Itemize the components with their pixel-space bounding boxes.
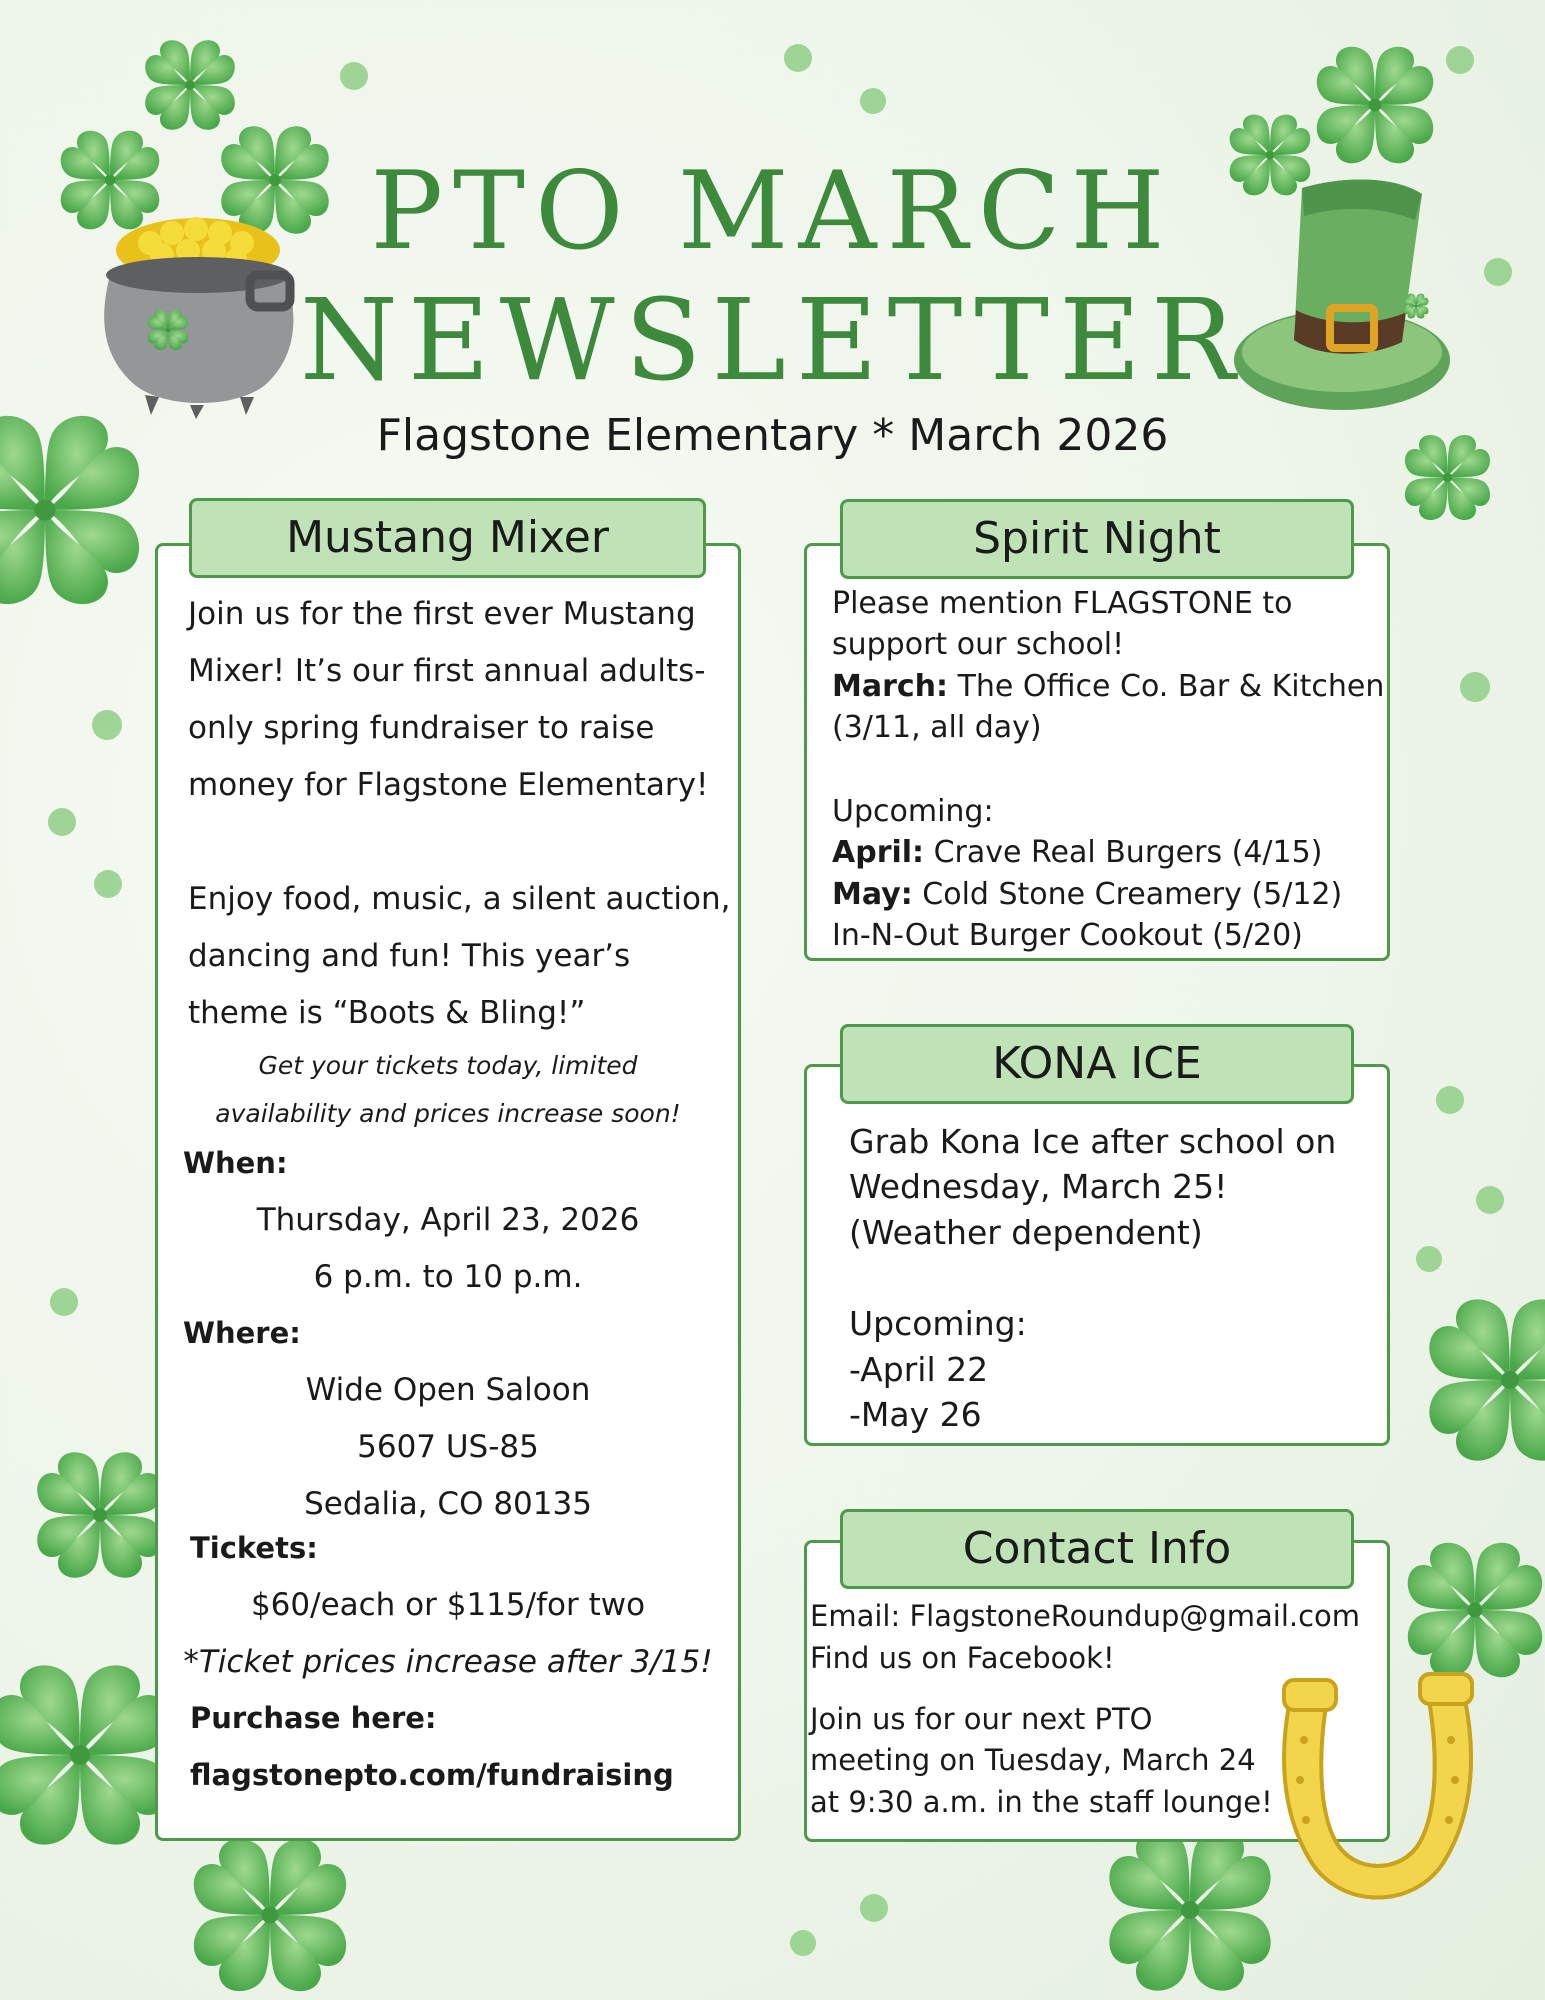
contact-meeting-line: at 9:30 a.m. in the staff lounge! xyxy=(810,1785,1273,1819)
decor-dot xyxy=(860,1894,888,1922)
decor-dot xyxy=(340,62,368,90)
spirit-night-heading: Spirit Night xyxy=(840,499,1354,579)
shamrock-icon xyxy=(1420,1290,1545,1470)
mixer-tickets-label: Tickets: xyxy=(190,1531,318,1565)
spirit-march-text: The Office Co. Bar & Kitchen xyxy=(957,669,1385,704)
spirit-april-text: Crave Real Burgers (4/15) xyxy=(933,835,1323,870)
mixer-when-time: 6 p.m. to 10 p.m. xyxy=(313,1259,583,1295)
kona-date: -April 22 xyxy=(849,1350,989,1389)
decor-dot xyxy=(860,88,886,114)
spirit-intro-line: Please mention FLAGSTONE to xyxy=(832,586,1293,621)
spirit-upcoming-label: Upcoming: xyxy=(832,794,994,829)
decor-dot xyxy=(1460,672,1490,702)
mixer-when-label: When: xyxy=(183,1146,288,1180)
newsletter-title-line1: PTO MARCH xyxy=(370,149,1175,274)
mustang-mixer-heading: Mustang Mixer xyxy=(189,498,706,578)
mixer-tickets-increase: *Ticket prices increase after 3/15! xyxy=(183,1644,713,1680)
kona-upcoming-label: Upcoming: xyxy=(849,1304,1027,1343)
shamrock-icon xyxy=(180,1830,360,2000)
spirit-may-text: Cold Stone Creamery (5/12) xyxy=(922,877,1343,912)
contact-email[interactable]: Email: FlagstoneRoundup@gmail.com xyxy=(810,1599,1361,1633)
contact-meeting-line: meeting on Tuesday, March 24 xyxy=(810,1743,1256,1777)
spirit-march-label: March: xyxy=(832,669,949,704)
mixer-enjoy-line: theme is “Boots & Bling!” xyxy=(188,995,586,1031)
mixer-tickets-note: Get your tickets today, limited xyxy=(258,1051,638,1080)
shamrock-icon xyxy=(30,1440,170,1590)
shamrock-icon xyxy=(0,1650,180,1860)
mixer-purchase-label: Purchase here: xyxy=(190,1701,437,1735)
decor-dot xyxy=(94,870,122,898)
mixer-intro-line: Mixer! It’s our first annual adults- xyxy=(188,653,706,689)
mixer-intro-line: Join us for the first ever Mustang xyxy=(188,596,696,632)
mixer-where-label: Where: xyxy=(183,1316,301,1350)
kona-ice-panel xyxy=(804,1064,1390,1446)
mixer-purchase-link[interactable]: flagstonepto.com/fundraising xyxy=(190,1758,674,1792)
newsletter-title-line2: NEWSLETTER xyxy=(299,276,1246,406)
kona-line: Wednesday, March 25! xyxy=(849,1167,1228,1206)
shamrock-icon xyxy=(1090,1820,1290,2000)
decor-dot xyxy=(784,44,812,72)
newsletter-subtitle: Flagstone Elementary * March 2026 xyxy=(376,410,1169,461)
kona-date: -May 26 xyxy=(849,1395,982,1434)
horseshoe-icon xyxy=(1270,1660,1485,1925)
mixer-tickets-note: availability and prices increase soon! xyxy=(215,1099,681,1128)
spirit-may-extra: In-N-Out Burger Cookout (5/20) xyxy=(832,918,1303,953)
decor-dot xyxy=(48,808,76,836)
spirit-march-line xyxy=(832,669,1384,704)
decor-dot xyxy=(1436,1086,1464,1114)
mixer-when-date: Thursday, April 23, 2026 xyxy=(256,1202,640,1238)
mixer-where-line: Sedalia, CO 80135 xyxy=(304,1486,592,1522)
spirit-march-detail: (3/11, all day) xyxy=(832,710,1042,745)
decor-dot xyxy=(1416,1246,1442,1272)
mixer-enjoy-line: Enjoy food, music, a silent auction, xyxy=(188,881,731,917)
spirit-april-label: April: xyxy=(832,835,925,870)
mixer-where-line: Wide Open Saloon xyxy=(305,1372,591,1408)
contact-facebook[interactable]: Find us on Facebook! xyxy=(810,1641,1115,1675)
shamrock-icon xyxy=(1310,40,1440,170)
decor-dot xyxy=(1446,46,1474,74)
spirit-intro-line: support our school! xyxy=(832,627,1125,662)
mixer-intro-line: only spring fundraiser to raise xyxy=(188,710,655,746)
contact-info-heading: Contact Info xyxy=(840,1509,1354,1589)
decor-dot xyxy=(1476,1186,1504,1214)
spirit-may-line xyxy=(832,877,1342,912)
kona-ice-heading: KONA ICE xyxy=(840,1024,1354,1104)
mustang-mixer-panel xyxy=(155,543,741,1841)
mixer-enjoy-line: dancing and fun! This year’s xyxy=(188,938,631,974)
decor-dot xyxy=(50,1288,78,1316)
decor-dot xyxy=(790,1930,816,1956)
mixer-where-line: 5607 US-85 xyxy=(357,1429,539,1465)
spirit-may-label: May: xyxy=(832,877,913,912)
kona-line: (Weather dependent) xyxy=(849,1213,1203,1252)
mixer-tickets-price: $60/each or $115/for two xyxy=(250,1587,646,1623)
kona-line: Grab Kona Ice after school on xyxy=(849,1122,1337,1161)
spirit-april-line xyxy=(832,835,1322,870)
decor-dot xyxy=(92,710,122,740)
mixer-intro-line: money for Flagstone Elementary! xyxy=(188,767,709,803)
contact-meeting-line: Join us for our next PTO xyxy=(810,1702,1153,1736)
spirit-night-panel xyxy=(804,543,1390,961)
